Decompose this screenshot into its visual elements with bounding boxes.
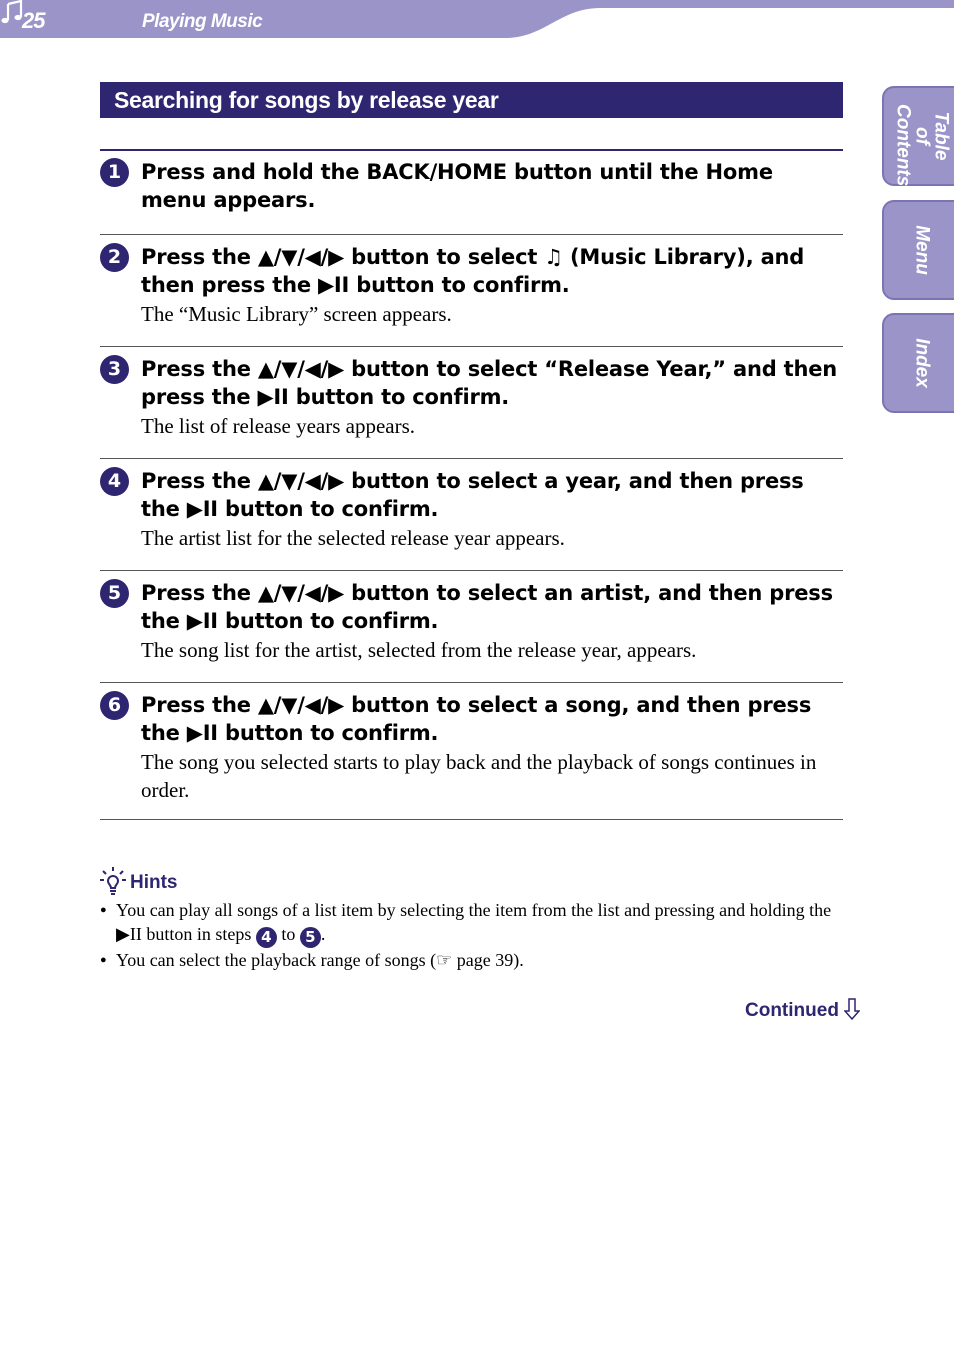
page-header — [0, 0, 954, 40]
tab-table-of-contents-label: Table of Contents — [892, 104, 952, 187]
step-heading: Press the ▲/▼/◀/▶ button to select “Release Year,” and then press the ▶II button to confirm. — [141, 357, 838, 409]
hint-text: to — [281, 924, 296, 944]
section-title: Searching for songs by release year — [100, 82, 843, 118]
step-reference: 5 — [300, 927, 321, 948]
step-result: The song you selected starts to play back and the playback of songs continues in order. — [141, 750, 817, 802]
hint-text[interactable]: You can select the playback range of songs (☞ page 39). — [116, 950, 524, 970]
header-section-title: Playing Music — [142, 11, 263, 32]
hint-text: . — [320, 924, 326, 944]
arrow-down-icon — [844, 998, 860, 1020]
divider — [100, 570, 843, 571]
divider — [100, 346, 843, 347]
divider — [100, 234, 843, 235]
tab-table-of-contents[interactable] — [882, 86, 954, 186]
step-heading: Press the ▲/▼/◀/▶ button to select an artist, and then press the ▶II button to confirm. — [141, 581, 833, 633]
divider — [100, 682, 843, 683]
step-number: 6 — [100, 691, 129, 720]
hints-label: Hints — [130, 872, 178, 893]
step-number: 1 — [100, 158, 129, 187]
page-number: 25 — [22, 8, 45, 33]
step-number: 4 — [100, 467, 129, 496]
step-result: The “Music Library” screen appears. — [141, 302, 452, 326]
tab-menu-label: Menu — [911, 225, 933, 275]
step-number: 2 — [100, 243, 129, 272]
step-1 — [100, 151, 843, 233]
continued-label: Continued — [745, 1000, 839, 1021]
step-number: 5 — [100, 579, 129, 608]
list-item — [100, 948, 840, 972]
step-5 — [100, 572, 843, 680]
step-heading: Press the ▲/▼/◀/▶ button to select a song, and then press the ▶II button to confirm. — [141, 693, 812, 745]
step-heading: Press the ▲/▼/◀/▶ button to select ♫ (Music Library), and then press the ▶II button to confirm. — [141, 245, 805, 297]
step-heading: Press and hold the BACK/HOME button until the Home menu appears. — [141, 160, 773, 212]
divider — [100, 458, 843, 459]
tab-index[interactable] — [882, 313, 954, 413]
step-heading: Press the ▲/▼/◀/▶ button to select a year, and then press the ▶II button to confirm. — [141, 469, 804, 521]
step-result: The list of release years appears. — [141, 414, 416, 438]
step-number: 3 — [100, 355, 129, 384]
tab-index-label: Index — [911, 338, 933, 388]
lightbulb-icon — [100, 866, 126, 896]
hints-list — [100, 898, 840, 972]
music-note-icon — [0, 0, 24, 24]
step-6 — [100, 684, 843, 818]
step-2 — [100, 236, 843, 344]
continued-link[interactable] — [745, 998, 860, 1022]
divider — [100, 819, 843, 820]
step-4 — [100, 460, 843, 568]
step-result: The artist list for the selected release year appears. — [141, 526, 565, 550]
step-result: The song list for the artist, selected from the release year, appears. — [141, 638, 697, 662]
list-item — [100, 898, 840, 948]
hint-text: You can play all songs of a list item by selecting the item from the list and pressing and holding the ▶II button in steps — [116, 900, 832, 944]
step-reference: 4 — [256, 927, 277, 948]
tab-menu[interactable] — [882, 200, 954, 300]
step-3 — [100, 348, 843, 456]
